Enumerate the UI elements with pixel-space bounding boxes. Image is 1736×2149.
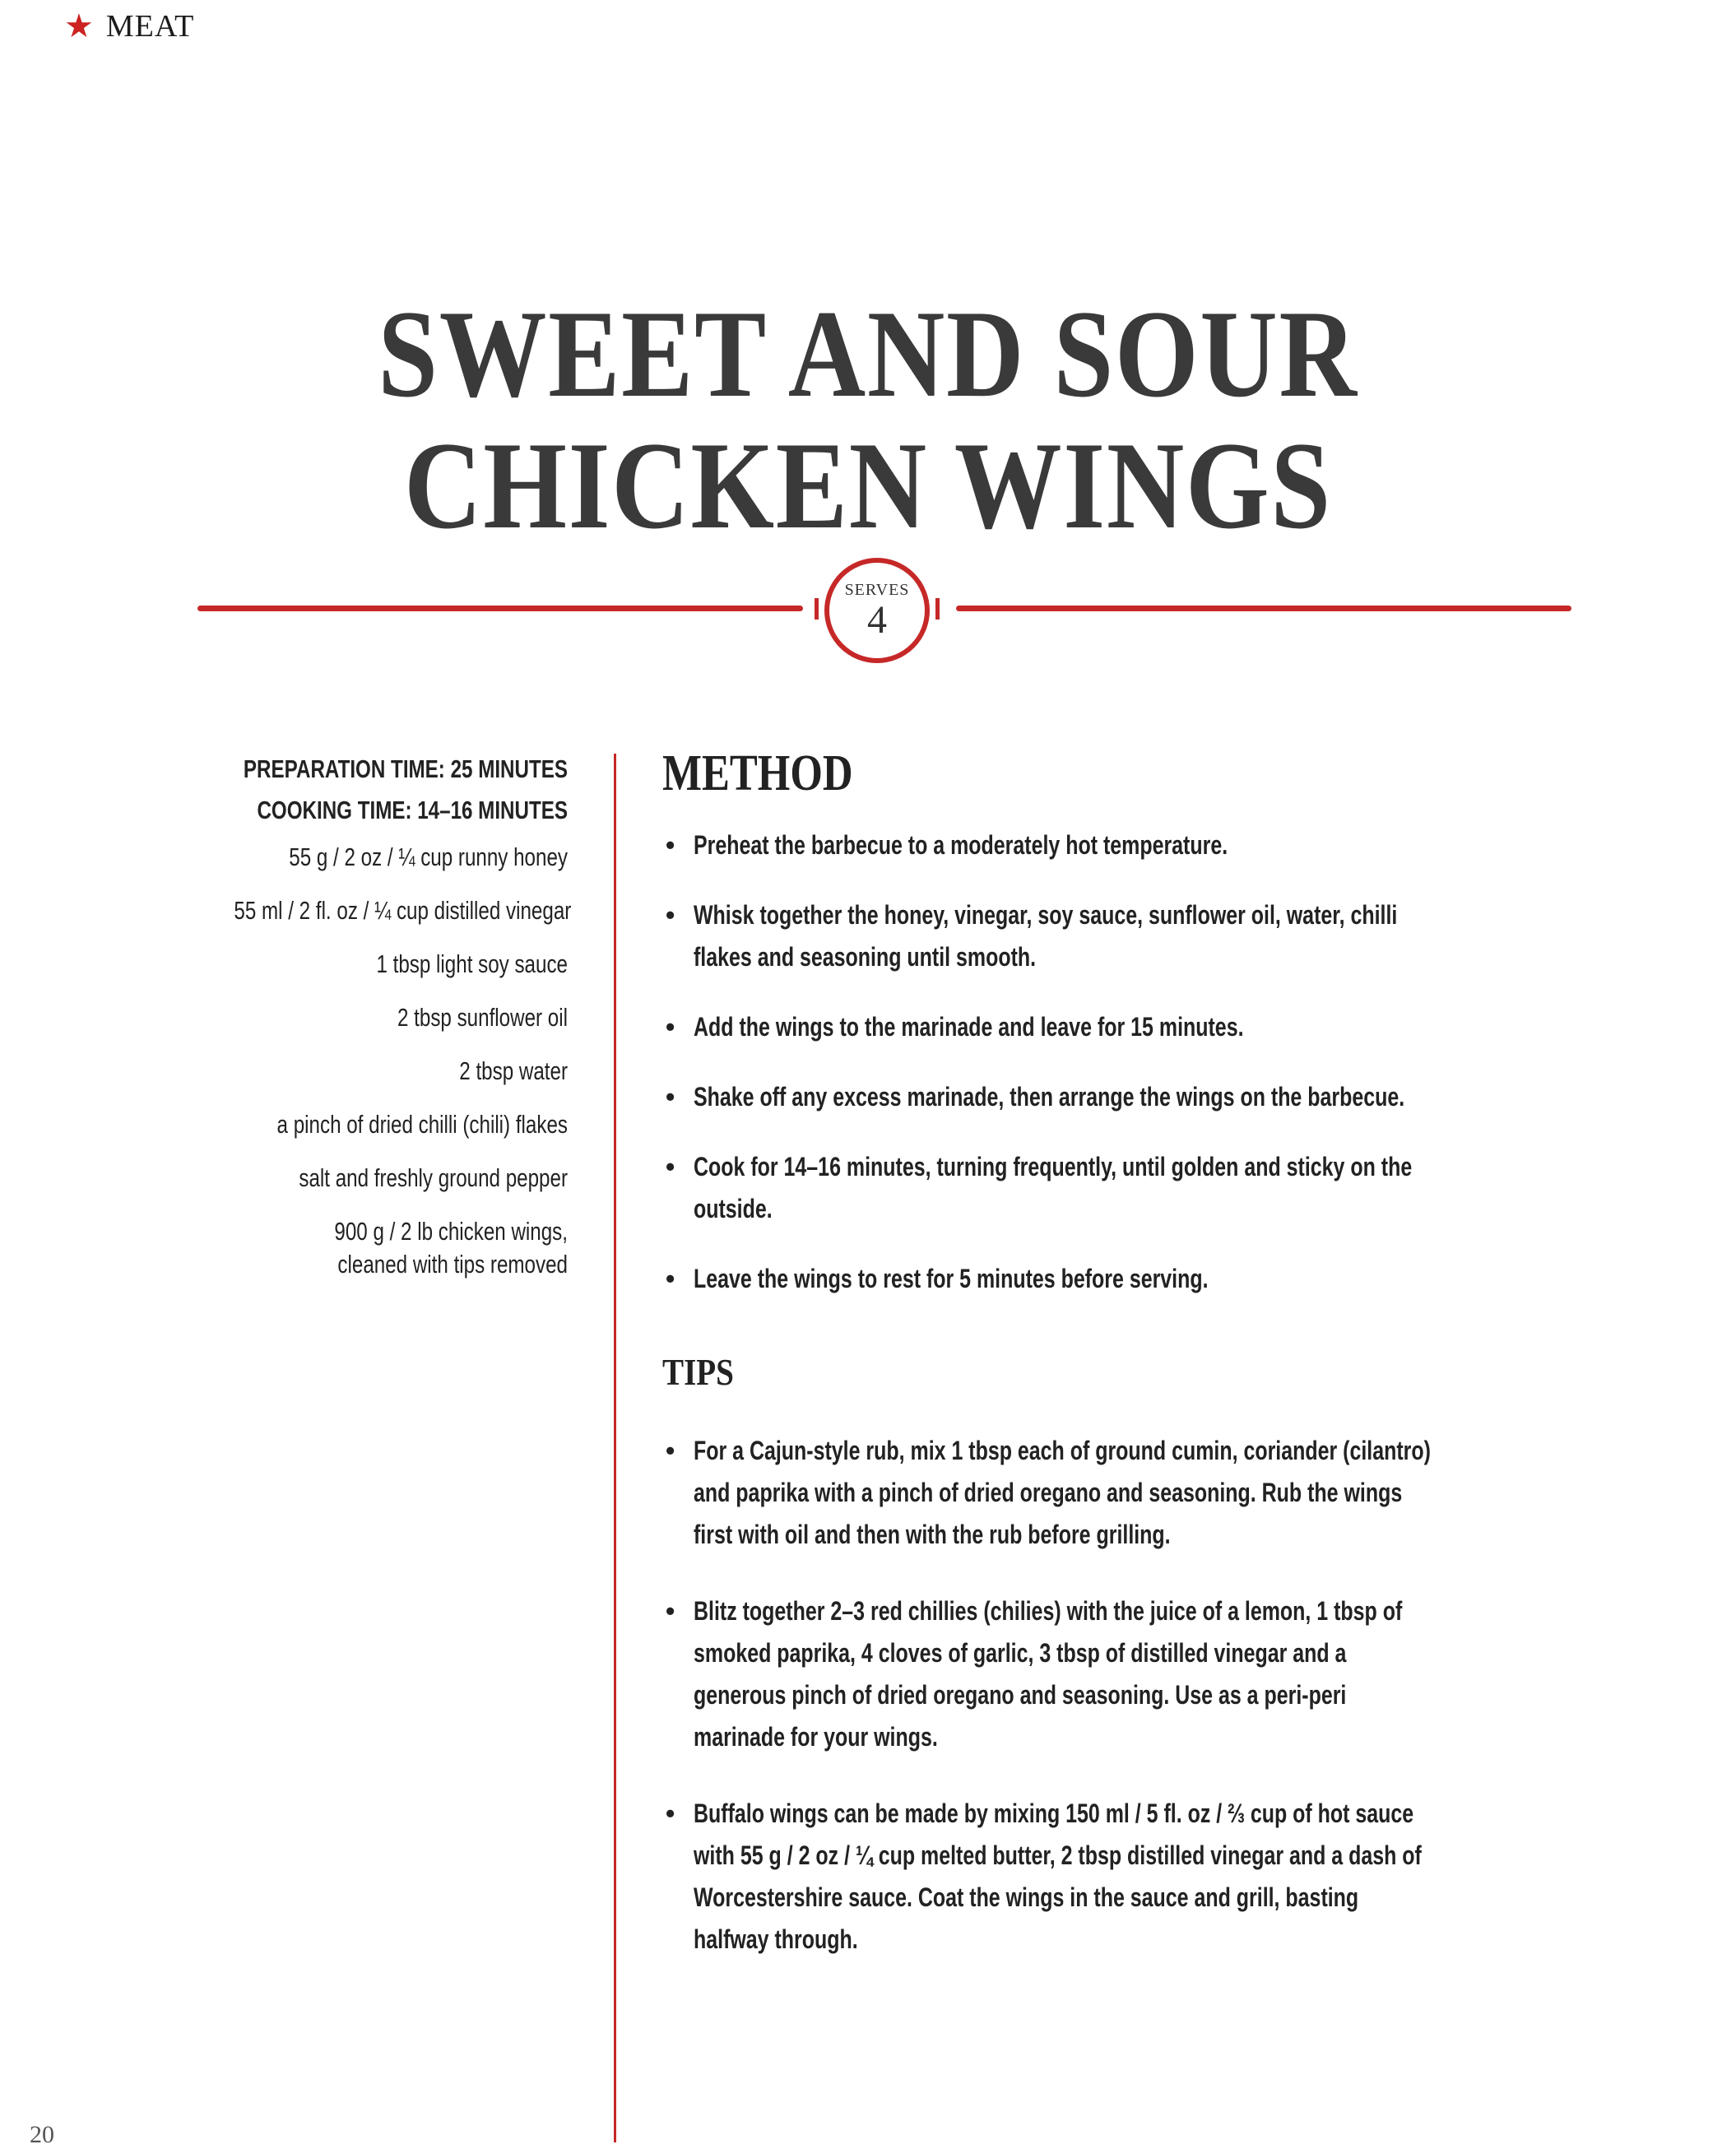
- method-step: • Preheat the barbecue to a moderately hot temperature.: [662, 824, 1617, 866]
- method-step: • Add the wings to the marinade and leave for 15 minutes.: [662, 1006, 1617, 1048]
- title-divider-left: [197, 606, 803, 611]
- preparation-time: PREPARATION TIME: 25 MINUTES: [243, 754, 568, 783]
- method-step: • Leave the wings to rest for 5 minutes before serving.: [662, 1258, 1617, 1300]
- page-number: 20: [30, 2121, 54, 2148]
- ingredient-item: 900 g / 2 lb chicken wings, cleaned with tips removed: [334, 1217, 568, 1279]
- recipe-title-line-2: CHICKEN WINGS: [404, 416, 1332, 555]
- serves-value: 4: [867, 598, 887, 642]
- star-icon: ★: [64, 7, 95, 44]
- badge-tick-left: [815, 598, 819, 620]
- badge-tick-right: [935, 598, 940, 620]
- method-steps: [662, 824, 1617, 1300]
- ingredient-item: salt and freshly ground pepper: [299, 1163, 568, 1192]
- serves-badge: [824, 558, 930, 663]
- ingredient-item: a pinch of dried chilli (chili) flakes: [276, 1110, 568, 1139]
- recipe-title-line-1: SWEET AND SOUR: [378, 285, 1358, 423]
- method-step: • Cook for 14–16 minutes, turning frequently, until golden and sticky on the outside.: [662, 1146, 1617, 1230]
- cooking-time: COOKING TIME: 14–16 MINUTES: [257, 796, 568, 824]
- recipe-title: [122, 285, 1615, 555]
- ingredient-item: 2 tbsp water: [459, 1056, 568, 1085]
- method-step: • Whisk together the honey, vinegar, soy sauce, sunflower oil, water, chilli flakes and seasoning until smooth.: [662, 894, 1617, 978]
- ingredients-column: [140, 749, 572, 1281]
- method-heading: METHOD: [662, 745, 853, 801]
- ingredient-item: 55 ml / 2 fl. oz / ¼ cup distilled vinegar: [234, 896, 572, 925]
- tips-heading: TIPS: [662, 1351, 734, 1393]
- serves-label: SERVES: [844, 581, 910, 599]
- tips-list: [662, 1430, 1617, 1961]
- method-column: [662, 740, 1617, 1995]
- method-step: • Shake off any excess marinade, then arrange the wings on the barbecue.: [662, 1076, 1617, 1118]
- title-divider-right: [956, 606, 1571, 611]
- ingredient-item: 1 tbsp light soy sauce: [376, 949, 568, 978]
- section-label: MEAT: [105, 8, 195, 44]
- tip-item: • Blitz together 2–3 red chillies (chilies) with the juice of a lemon, 1 tbsp of smoked paprika, 4 cloves of garlic, 3 tbsp of distilled vinegar and a generous pinch of dried oregano and seasoning. Use as a peri-peri marinade for your wings.: [662, 1590, 1617, 1758]
- ingredient-item: 55 g / 2 oz / ¼ cup runny honey: [289, 842, 568, 871]
- section-tag: [64, 7, 194, 45]
- tip-item: • For a Cajun-style rub, mix 1 tbsp each of ground cumin, coriander (cilantro) and paprika with a pinch of dried oregano and seasoning. Rub the wings first with oil and then with the rub before grilling.: [662, 1430, 1617, 1556]
- column-divider: [614, 754, 616, 2142]
- tip-item: • Buffalo wings can be made by mixing 150 ml / 5 fl. oz / ⅔ cup of hot sauce with 55 g / 2 oz / ¼ cup melted butter, 2 tbsp distilled vinegar and a dash of Worcestershire sauce. Coat the wings in the sauce and grill, basting halfway through.: [662, 1793, 1617, 1961]
- ingredient-item: 2 tbsp sunflower oil: [397, 1003, 568, 1032]
